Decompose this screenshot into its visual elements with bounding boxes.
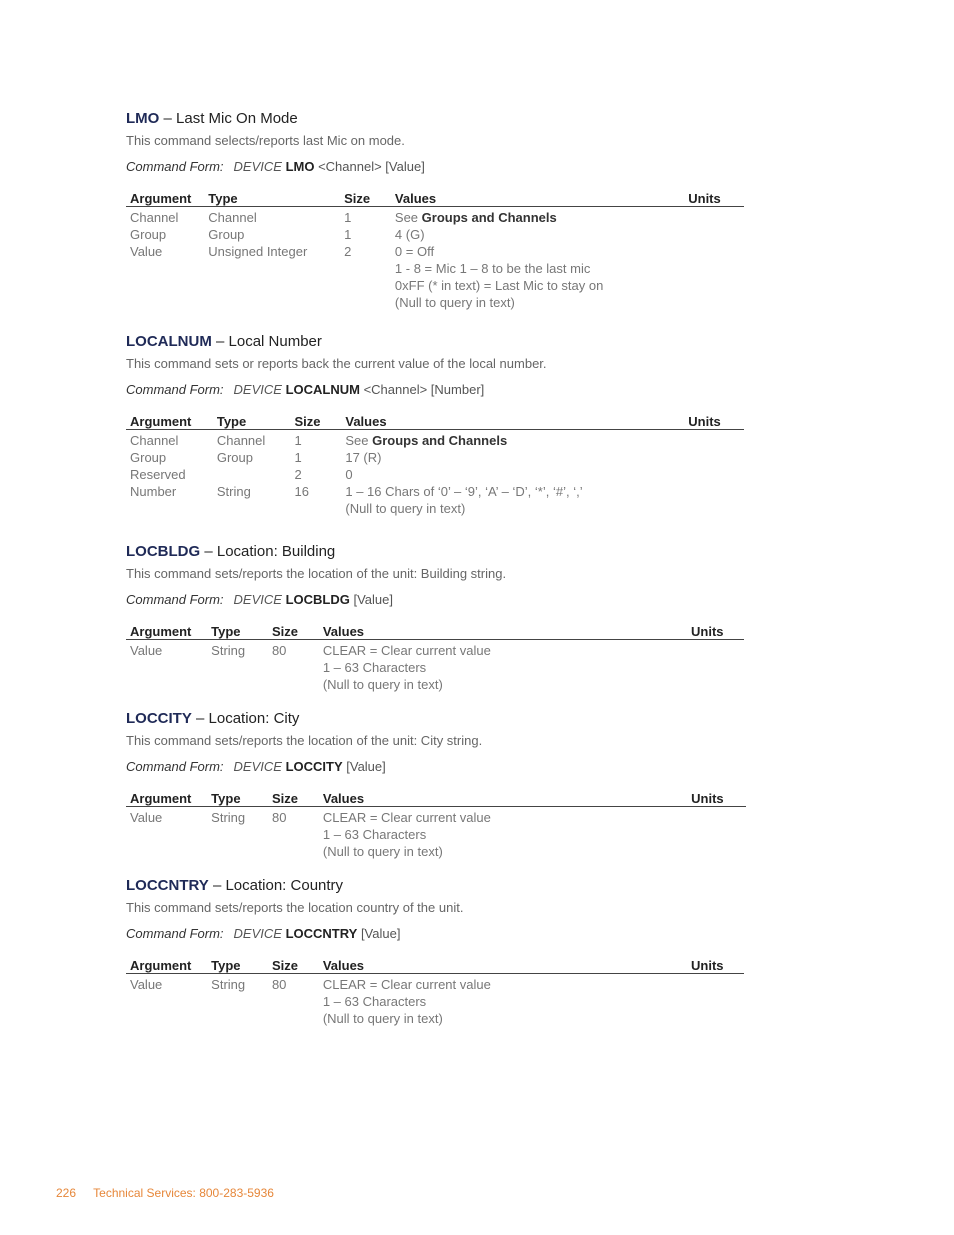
footer-contact: Technical Services: 800-283-5936 [93, 1186, 274, 1200]
cell-type: String [211, 977, 246, 992]
title-separator: – [200, 543, 217, 560]
header-size: Size [290, 412, 341, 430]
values-text: See [394, 210, 422, 225]
table-row [126, 807, 746, 861]
command-form [126, 592, 744, 608]
values-line [323, 976, 687, 993]
argument-table [126, 412, 744, 517]
table-header-row [126, 412, 744, 430]
cell-units [684, 243, 744, 311]
section-localnum [126, 333, 744, 517]
command-form [126, 159, 744, 175]
header-units: Units [687, 956, 744, 974]
section-locbldg [126, 543, 744, 693]
cell-type: Channel [208, 210, 257, 225]
table-row [126, 466, 744, 483]
command-form-label: Command Form: [126, 926, 224, 941]
table-row [126, 207, 744, 227]
section-loccntry [126, 877, 744, 1027]
table-row [126, 243, 744, 311]
command-description: This command sets or reports back the current value of the local number. [126, 356, 547, 371]
section-title [126, 110, 744, 128]
values-line [323, 642, 687, 659]
values-line: 1 – 63 Characters [322, 660, 427, 675]
cell-argument: Value [130, 977, 163, 992]
table-row [126, 226, 744, 243]
header-argument: Argument [126, 622, 207, 640]
values-text: 0 [345, 467, 353, 482]
command-form-args: <Channel> [Number] [363, 382, 485, 397]
values-text: 1 – 16 Chars of ‘0’ – ‘9’, ‘A’ – ‘D’, ‘*’, ‘#’, ‘,’ [345, 484, 583, 499]
header-argument: Argument [126, 189, 204, 207]
command-description: This command sets/reports the location country of the unit. [126, 900, 464, 915]
command-form-command: LOCBLDG [285, 592, 350, 607]
command-description-name: Last Mic On Mode [176, 110, 298, 127]
header-values: Values [319, 622, 687, 640]
section-title [126, 877, 744, 895]
command-form-device: DEVICE [233, 592, 282, 607]
cell-type: Group [208, 227, 245, 242]
cell-size: 1 [294, 433, 302, 448]
header-values: Values [391, 189, 684, 207]
command-form-args: [Value] [346, 759, 386, 774]
values-line: (Null to query in text) [322, 844, 443, 859]
cell-values [341, 466, 684, 483]
table-header-row [126, 956, 744, 974]
page-number: 226 [56, 1186, 77, 1200]
values-line: 0xFF (* in text) = Last Mic to stay on [394, 278, 604, 293]
cell-size: 2 [344, 244, 352, 259]
section-lmo [126, 110, 744, 311]
table-row [126, 640, 744, 694]
command-form [126, 759, 744, 775]
cell-values [319, 807, 687, 861]
command-form-label: Command Form: [126, 159, 224, 174]
cell-values [319, 640, 687, 694]
header-type: Type [207, 622, 268, 640]
cell-values [391, 207, 684, 227]
cell-units [684, 430, 744, 450]
values-text: See [345, 433, 373, 448]
table-header-row [126, 622, 744, 640]
title-separator: – [211, 333, 229, 350]
values-line [345, 483, 684, 500]
command-description-name: Location: Country [225, 877, 344, 894]
command-name: LOCALNUM [126, 333, 212, 350]
values-line [395, 243, 684, 260]
cell-type: String [216, 484, 251, 499]
cell-type: Group [216, 450, 253, 465]
cell-argument: Number [130, 484, 177, 499]
command-form-device: DEVICE [233, 382, 282, 397]
command-form-device: DEVICE [233, 159, 282, 174]
values-text: CLEAR = Clear current value [322, 810, 491, 825]
command-description-name: Local Number [228, 333, 322, 350]
command-form-command: LMO [285, 159, 315, 174]
header-type: Type [207, 789, 268, 807]
header-type: Type [207, 956, 268, 974]
cell-values [341, 449, 684, 466]
table-row [126, 974, 744, 1028]
argument-table [126, 622, 744, 693]
values-line: (Null to query in text) [322, 1011, 443, 1026]
title-separator: – [208, 877, 226, 894]
header-size: Size [268, 789, 319, 807]
values-link-text: Groups and Channels [372, 433, 508, 448]
cell-units [684, 207, 744, 227]
cell-type [213, 466, 291, 483]
cell-values [391, 243, 684, 311]
cell-size: 16 [294, 484, 309, 499]
command-name: LMO [126, 110, 160, 127]
command-form-label: Command Form: [126, 592, 224, 607]
command-name: LOCCNTRY [126, 877, 209, 894]
cell-units [684, 449, 744, 466]
command-description: This command sets/reports the location of the unit: City string. [126, 733, 483, 748]
cell-values [341, 430, 684, 450]
cell-argument: Channel [130, 433, 179, 448]
cell-size: 80 [271, 643, 287, 658]
section-title [126, 710, 744, 728]
values-line: 1 – 63 Characters [322, 994, 427, 1009]
cell-type: Channel [216, 433, 266, 448]
command-name: LOCBLDG [126, 543, 201, 560]
values-line [345, 432, 684, 449]
command-form-device: DEVICE [233, 926, 282, 941]
table-header-row [126, 789, 746, 807]
cell-size: 80 [271, 810, 287, 825]
header-values: Values [341, 412, 684, 430]
argument-table [126, 789, 746, 860]
command-form [126, 382, 744, 398]
cell-size: 1 [294, 450, 302, 465]
values-text: CLEAR = Clear current value [322, 977, 491, 992]
values-line: (Null to query in text) [394, 295, 515, 310]
values-line: 1 – 63 Characters [322, 827, 427, 842]
values-line: (Null to query in text) [322, 677, 443, 692]
header-size: Size [340, 189, 391, 207]
cell-units [687, 974, 744, 1028]
header-units: Units [687, 789, 746, 807]
command-form-label: Command Form: [126, 759, 224, 774]
cell-units [687, 807, 746, 861]
header-argument: Argument [126, 789, 207, 807]
title-separator: – [159, 110, 177, 127]
values-line: 1 - 8 = Mic 1 – 8 to be the last mic [394, 261, 591, 276]
cell-argument: Group [130, 227, 167, 242]
header-size: Size [268, 622, 319, 640]
title-separator: – [191, 710, 209, 727]
header-type: Type [213, 412, 291, 430]
values-text: 17 (R) [345, 450, 382, 465]
values-line [395, 226, 684, 243]
values-link-text: Groups and Channels [421, 210, 557, 225]
cell-argument: Value [130, 244, 163, 259]
cell-argument: Reserved [130, 467, 186, 482]
values-line [323, 809, 687, 826]
cell-argument: Channel [130, 210, 179, 225]
cell-units [687, 640, 744, 694]
argument-table [126, 956, 744, 1027]
command-form-command: LOCCITY [285, 759, 343, 774]
table-row [126, 449, 744, 466]
cell-units [684, 466, 744, 483]
command-description: This command sets/reports the location of the unit: Building string. [126, 566, 507, 581]
cell-argument: Value [130, 643, 163, 658]
values-line: (Null to query in text) [345, 501, 466, 516]
cell-argument: Group [130, 450, 167, 465]
command-form [126, 926, 744, 942]
section-title [126, 333, 744, 351]
table-header-row [126, 189, 744, 207]
cell-values [319, 974, 687, 1028]
values-line [395, 209, 684, 226]
cell-type: Unsigned Integer [208, 244, 308, 259]
command-description: This command selects/reports last Mic on mode. [126, 133, 405, 148]
cell-values [341, 483, 684, 517]
values-line [345, 449, 684, 466]
cell-units [684, 483, 744, 517]
values-text: 0 = Off [394, 244, 435, 259]
command-form-device: DEVICE [233, 759, 282, 774]
header-argument: Argument [126, 956, 207, 974]
cell-argument: Value [130, 810, 163, 825]
command-description-name: Location: Building [216, 543, 336, 560]
page-footer [56, 1186, 274, 1200]
section-title [126, 543, 744, 561]
command-form-args: <Channel> [Value] [318, 159, 425, 174]
header-size: Size [268, 956, 319, 974]
command-form-args: [Value] [353, 592, 393, 607]
values-text: 4 (G) [394, 227, 425, 242]
cell-size: 1 [344, 210, 352, 225]
cell-size: 2 [294, 467, 302, 482]
values-line [345, 466, 684, 483]
header-type: Type [204, 189, 340, 207]
cell-size: 80 [271, 977, 287, 992]
cell-values [391, 226, 684, 243]
cell-type: String [211, 643, 246, 658]
cell-units [684, 226, 744, 243]
command-name: LOCCITY [126, 710, 192, 727]
section-loccity [126, 710, 744, 860]
header-values: Values [319, 956, 687, 974]
command-form-command: LOCCNTRY [285, 926, 358, 941]
command-description-name: Location: City [208, 710, 300, 727]
header-units: Units [687, 622, 744, 640]
table-row [126, 483, 744, 517]
cell-size: 1 [344, 227, 352, 242]
command-form-args: [Value] [360, 926, 401, 941]
cell-type: String [211, 810, 246, 825]
table-row [126, 430, 744, 450]
header-units: Units [684, 189, 744, 207]
header-values: Values [319, 789, 687, 807]
command-form-label: Command Form: [126, 382, 224, 397]
values-text: CLEAR = Clear current value [322, 643, 491, 658]
header-argument: Argument [126, 412, 213, 430]
argument-table [126, 189, 744, 311]
command-form-command: LOCALNUM [285, 382, 360, 397]
header-units: Units [684, 412, 744, 430]
